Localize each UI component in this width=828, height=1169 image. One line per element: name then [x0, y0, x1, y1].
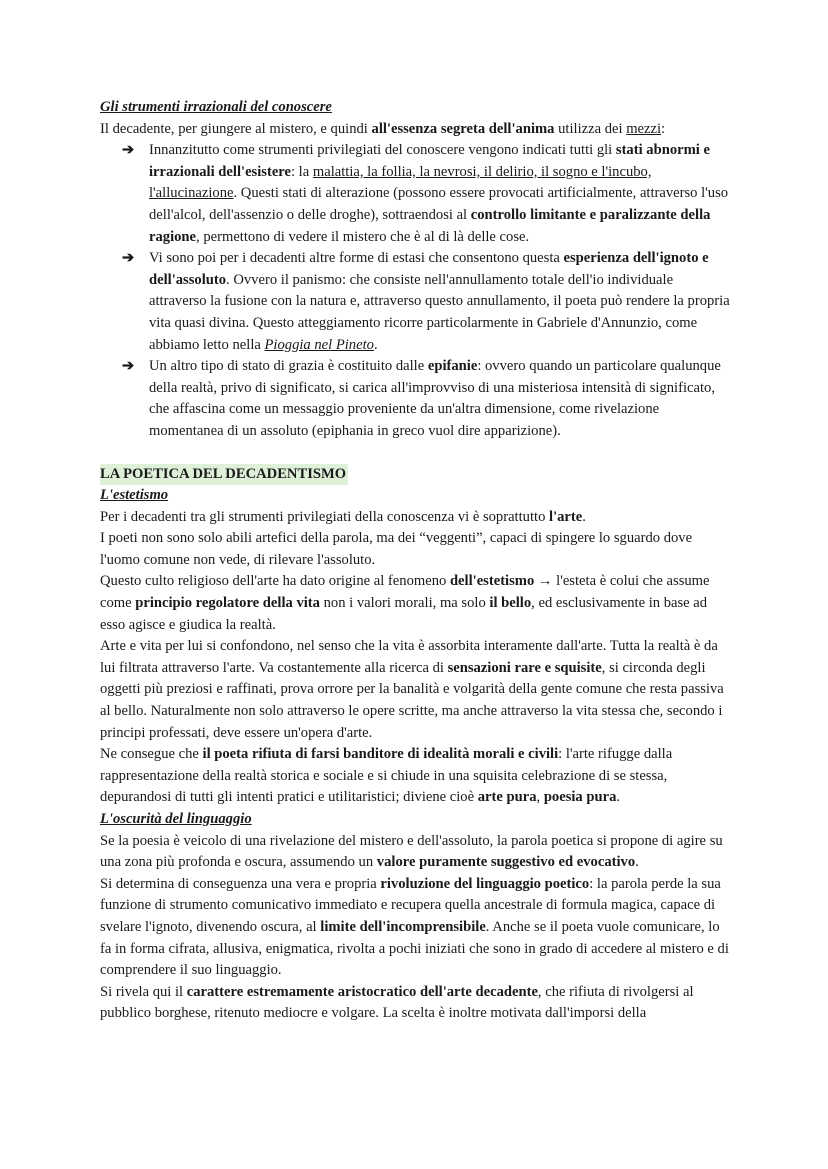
paragraph [100, 571, 734, 636]
bold-run: principio regolatore della vita [135, 595, 320, 612]
arrow-list [100, 140, 734, 442]
text-run: non i valori morali, ma solo [319, 595, 490, 612]
bold-run: carattere estremamente aristocratico dell'arte decadente [186, 983, 538, 1000]
arrow-right-icon: ➔ [122, 142, 135, 159]
text-run: , che rifiuta di rivolgersi al pubblico borghese, ritenuto mediocre e volgare. La scelta è inoltre motivata dall'imporsi della [100, 983, 694, 1022]
text-run: . Questi stati di alterazione (possono essere provocati artificialmente, attraverso l'uso dell'alcol, dell'assenzio o delle droghe), sottraendosi al [149, 185, 729, 223]
text-run: Ne consegue che [100, 746, 203, 763]
underlined-run: malattia, la follia, la nevrosi, il delirio, il sogno e l'incubo, l'allucinazione [149, 163, 652, 202]
bold-run: limite dell'incomprensibile [320, 918, 486, 935]
bold-run: epifanie [427, 358, 478, 375]
bold-run: rivoluzione del linguaggio poetico [380, 875, 590, 892]
bold-run: stati abnormi e irrazionali dell'esistere [149, 142, 710, 180]
text-run: Questo culto religioso dell'arte ha dato origine al fenomeno [100, 573, 450, 590]
text-run: , [536, 789, 544, 806]
bold-run: poesia pura [543, 789, 617, 806]
text-run: : la parola perde la sua funzione di strumento comunicativo immediato e recupera quella ancestrale di formula magica, capace di svelare l'ignoto, divenendo oscura, al [100, 875, 721, 935]
subsection-title-estetismo: L'estetismo [100, 487, 169, 504]
bold-run: controllo limitante e paralizzante della ragione [149, 206, 711, 245]
text-run: utilizza dei [554, 120, 627, 137]
text-run: Si rivela qui il [100, 983, 187, 1000]
section-heading-poetica: LA POETICA DEL DECADENTISMO [100, 464, 348, 486]
paragraph [100, 831, 734, 874]
text-run: , si circonda degli oggetti più preziosi e raffinati, prova orrore per la banalità e volgarità della gente comune che resta passiva al bello. Naturalmente non solo attraverso le opere scritte, ma anche attraverso la vita stessa che, secondo i principi professati, deve essere un'opera d'arte. [100, 659, 724, 741]
bold-run: dell'estetismo [449, 573, 535, 590]
text-run: : ovvero quando un particolare qualunque della realtà, privo di significato, si carica all'improvviso di una misteriosa intensità di significato, che affascina come un messaggio proveniente da un'altra dimensione, come rivelazione momentanea di un assoluto (epiphania in greco vuol dire apparizione). [149, 358, 721, 439]
bold-run: sensazioni rare e squisite [447, 659, 602, 676]
underlined-run: mezzi [626, 120, 662, 137]
bold-run: il bello [489, 595, 532, 612]
text-run: . [616, 789, 621, 806]
text-run: Per i decadenti tra gli strumenti privilegiati della conoscenza vi è soprattutto [100, 508, 550, 525]
section-title-strumenti: Gli strumenti irrazionali del conoscere [100, 99, 332, 115]
text-run: : la [290, 163, 313, 180]
text-run: → l'esteta è colui che assume come [100, 573, 710, 612]
text-run: Arte e vita per lui si confondono, nel senso che la vita è assorbita interamente dall'arte. Tutta la realtà è da lui filtrata attraverso l'arte. Va costantemente alla ricerca di [100, 638, 718, 676]
text-run: . [373, 336, 378, 353]
bold-run: valore puramente suggestivo ed evocativo [376, 854, 636, 871]
subsection-title-oscurita: L'oscurità del linguaggio [100, 811, 252, 827]
bold-run: all'essenza segreta dell'anima [371, 120, 555, 137]
text-run: Il decadente, per giungere al mistero, e quindi [100, 120, 372, 137]
page-content [100, 97, 734, 1025]
text-run: : [661, 120, 666, 137]
list-item [122, 356, 734, 442]
underlined-italic-run: Pioggia nel Pineto [264, 336, 374, 353]
list-item [122, 248, 734, 356]
text-run: . Ovvero il panismo: che consiste nell'annullamento totale dell'io individuale attraverso la fusione con la natura e, attraverso questo annullamento, il poeta può rendere la propria vita quasi divina. Questo atteggiamento ricorre particolarmente in Gabriele d'Annunzio, come abbiamo letto nella [149, 271, 730, 353]
text-run: Vi sono poi per i decadenti altre forme di estasi che consentono questa [149, 250, 564, 267]
text-run: . [582, 508, 586, 525]
text-run: Se la poesia è veicolo di una rivelazione del mistero e dell'assoluto, la parola poetica si propone di agire su una zona più profonda e oscura, assumendo un [100, 832, 723, 871]
list-item [122, 140, 734, 248]
text-run: , ed esclusivamente in base ad esso agisce e giudica la realtà. [100, 595, 708, 633]
paragraph [100, 507, 734, 529]
arrow-right-icon: ➔ [122, 358, 135, 375]
bold-run: l'arte [549, 508, 583, 525]
intro-paragraph [100, 119, 734, 141]
paragraph [100, 874, 734, 982]
text-run: . Anche se il poeta vuole comunicare, lo fa in forma cifrata, allusiva, enigmatica, rivolta a pochi iniziati che sono in grado di accedere al mistero e di comprendere il suo linguaggio. [100, 918, 729, 979]
bold-run: esperienza dell'ignoto e dell'assoluto [149, 250, 709, 288]
text-run: Un altro tipo di stato di grazia è costituito dalle [149, 358, 428, 375]
text-run: : l'arte rifugge dalla rappresentazione della realtà storica e sociale e si chiude in una squisita celebrazione di se stessa, depurandosi di tutti gli intenti pratici e utilitaristici; diviene cioè [100, 746, 673, 806]
text-run: , permettono di vedere il mistero che è al di là delle cose. [196, 228, 530, 245]
text-run: Innanzitutto come strumenti privilegiati del conoscere vengono indicati tutti gli [149, 142, 616, 159]
arrow-right-icon: ➔ [122, 250, 135, 267]
paragraph [100, 744, 734, 809]
paragraph [100, 982, 734, 1025]
bold-run: arte pura [477, 789, 537, 806]
text-run: . [635, 854, 639, 871]
bold-run: il poeta rifiuta di farsi banditore di idealità morali e civili [202, 746, 559, 763]
text-run: Si determina di conseguenza una vera e propria [100, 875, 381, 892]
paragraph [100, 636, 734, 744]
paragraph: I poeti non sono solo abili artefici della parola, ma dei “veggenti”, capaci di spingere lo sguardo dove l'uomo comune non vede, di rilevare l'assoluto. [100, 530, 693, 568]
